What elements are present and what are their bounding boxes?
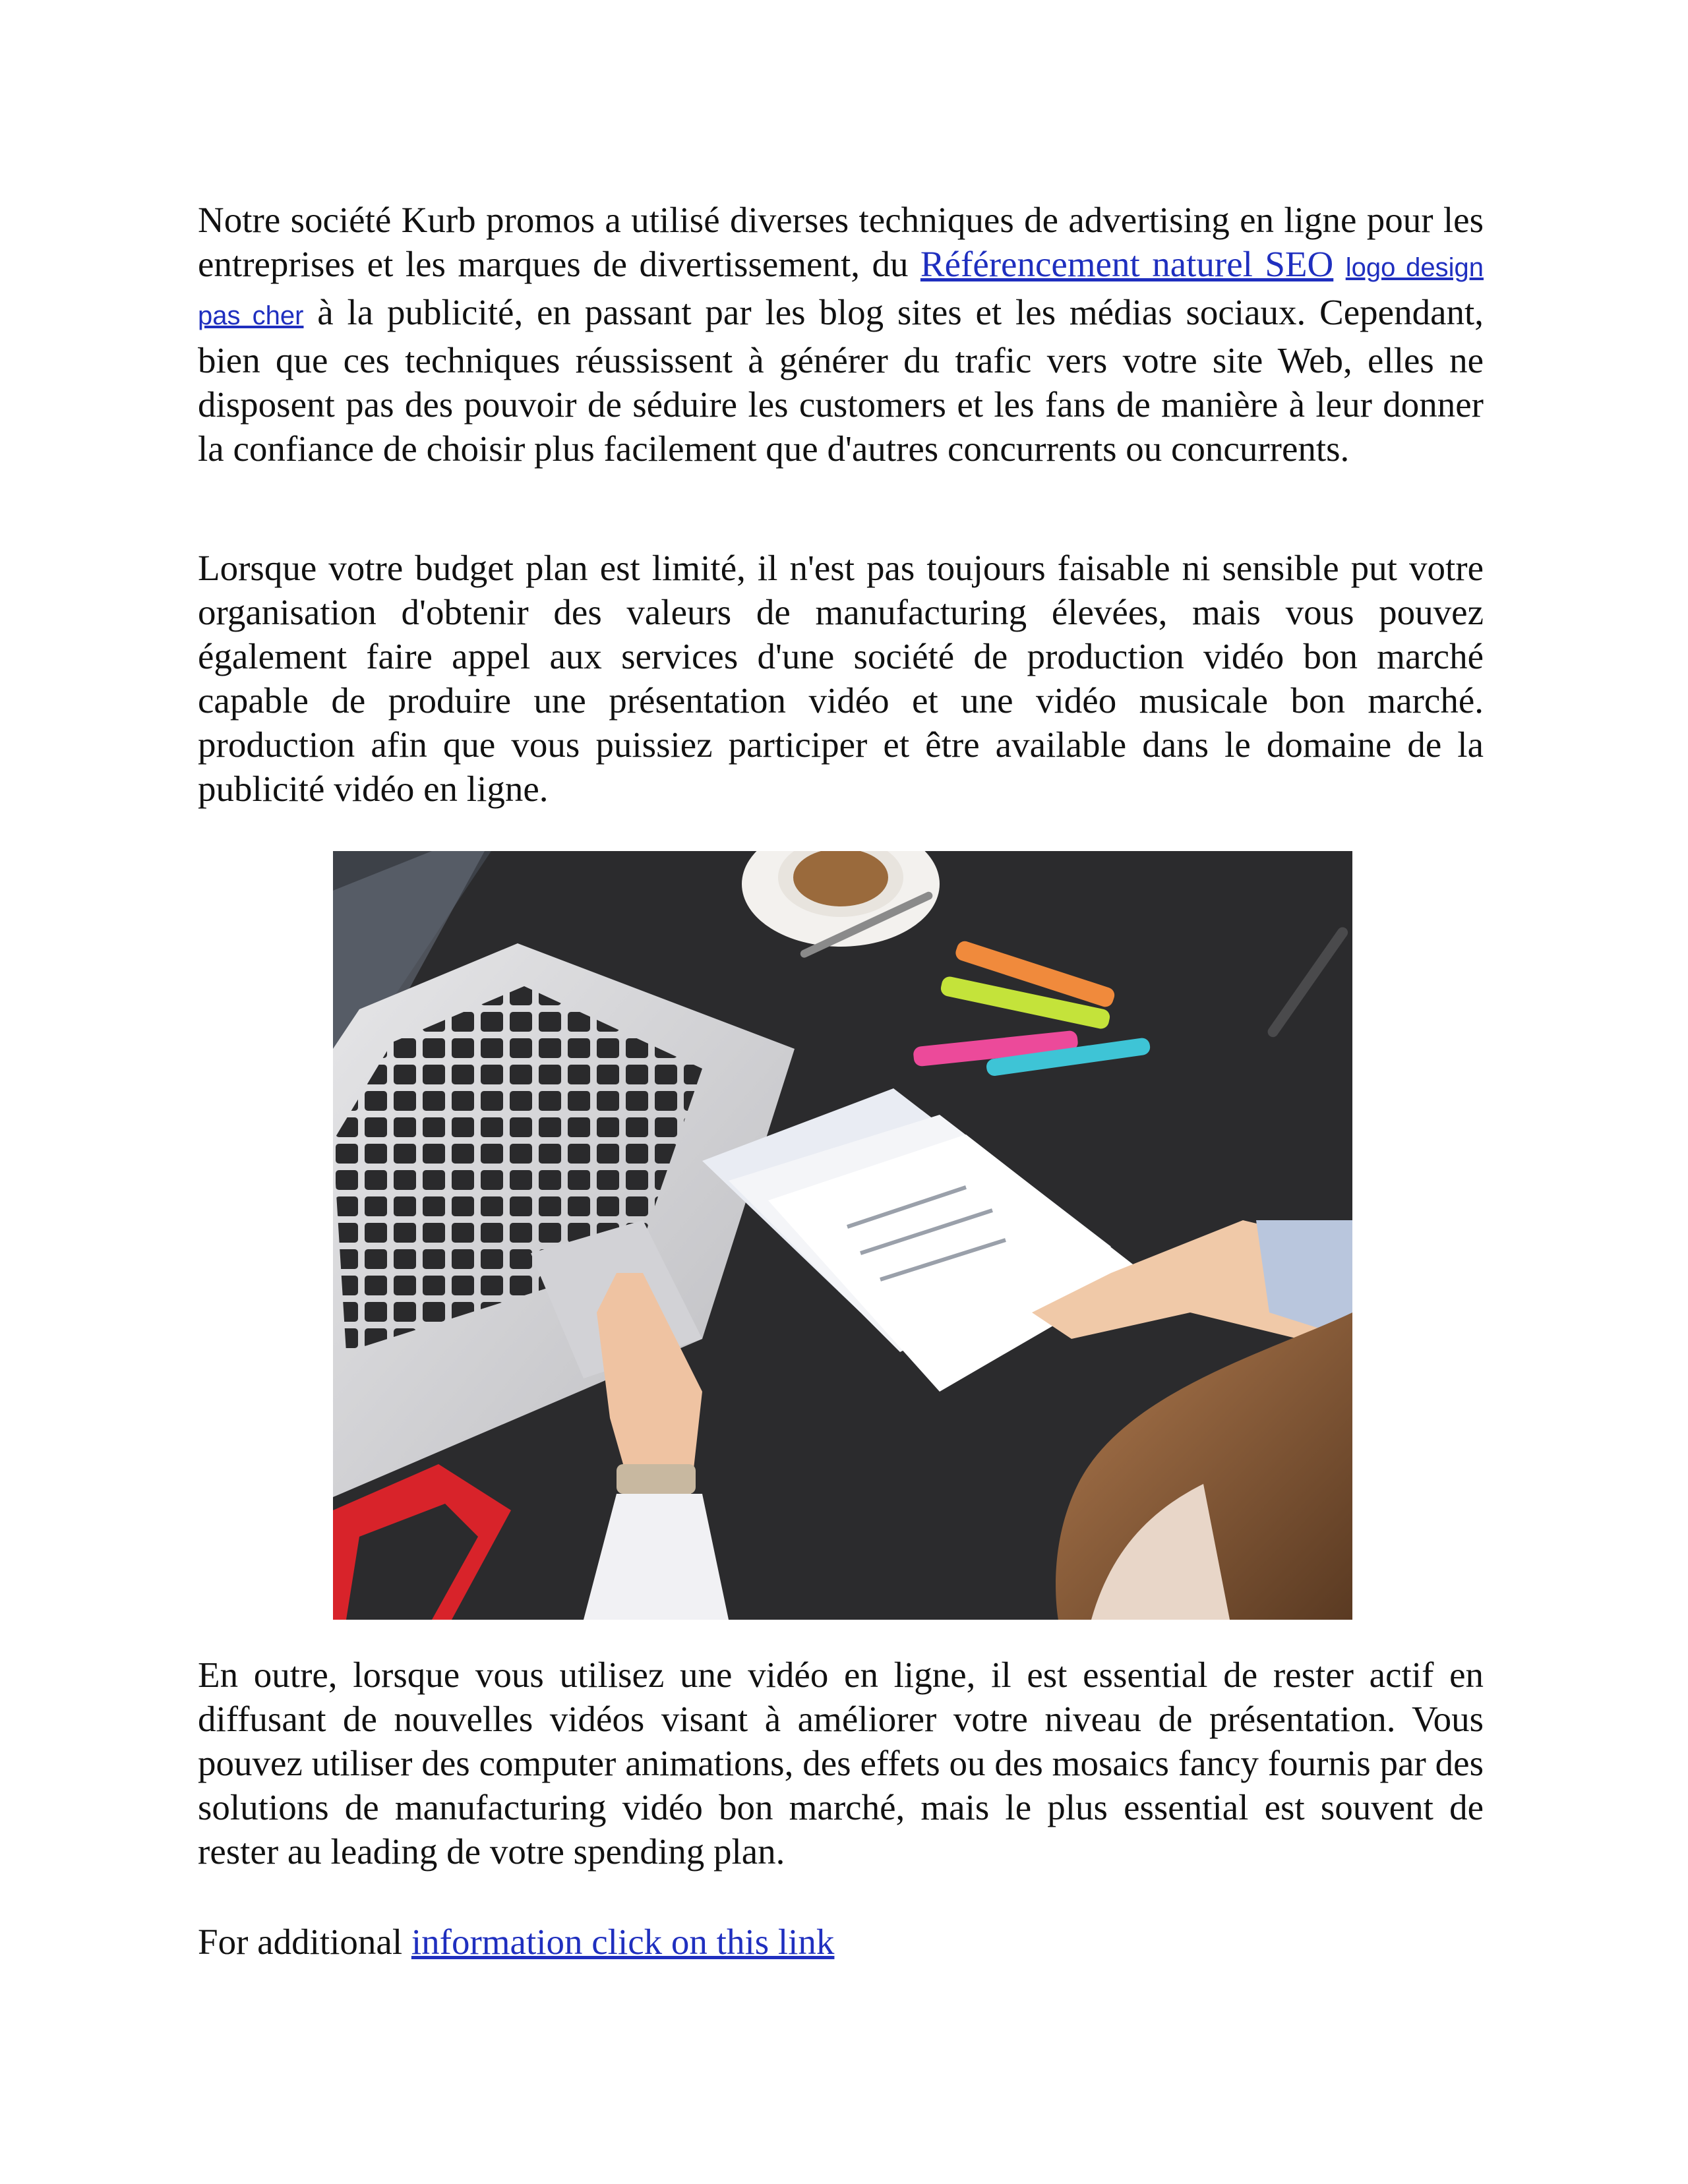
laptop-desk-photo	[333, 851, 1352, 1620]
paragraph-text: à la publicité, en passant par les blog sites et les médias sociaux. Cependant, bien que ces techniques réussissent à générer du trafic vers votre site Web, elles ne disposent pas des pouvoir de séduire les customers et les fans de manière à leur donner la confiance de choisir plus facilement que d'autres concurrents ou concurrents.	[198, 292, 1484, 469]
photo-laptop-desk-icon	[333, 851, 1352, 1620]
link-referencement-seo[interactable]: Référencement naturel SEO	[920, 244, 1334, 284]
paragraph-budget: Lorsque votre budget plan est limité, il n'est pas toujours faisable ni sensible put votre organisation d'obtenir des valeurs de manufacturing élevées, mais vous pouvez également faire appel aux services d'une société de production vidéo bon marché capable de produire une présentation vidéo et une vidéo musicale bon marché. production afin que vous puissiez participer et être available dans le domaine de la publicité vidéo en ligne.	[198, 548, 1484, 809]
paragraph-intro	[198, 198, 1484, 471]
paragraph-video: En outre, lorsque vous utilisez une vidéo en ligne, il est essential de rester actif en diffusant de nouvelles vidéos visant à améliorer votre niveau de présentation. Vous pouvez utiliser des computer animations, des effets ou des mosaics fancy fournis par des solutions de manufacturing vidéo bon marché, mais le plus essential est souvent de rester au leading de votre spending plan.	[198, 1655, 1484, 1872]
link-more-information[interactable]: information click on this link	[411, 1922, 835, 1962]
paragraph-text	[1333, 244, 1345, 284]
link-logo-design[interactable]: logo design pas cher	[198, 253, 1484, 330]
paragraph-text: Notre société Kurb promos a utilisé diverses techniques de advertising en ligne pour les entreprises et les marques de divertissement, du	[198, 200, 1484, 284]
paragraph-more-info	[198, 1920, 1484, 1964]
paragraph-text: For additional	[198, 1922, 411, 1962]
